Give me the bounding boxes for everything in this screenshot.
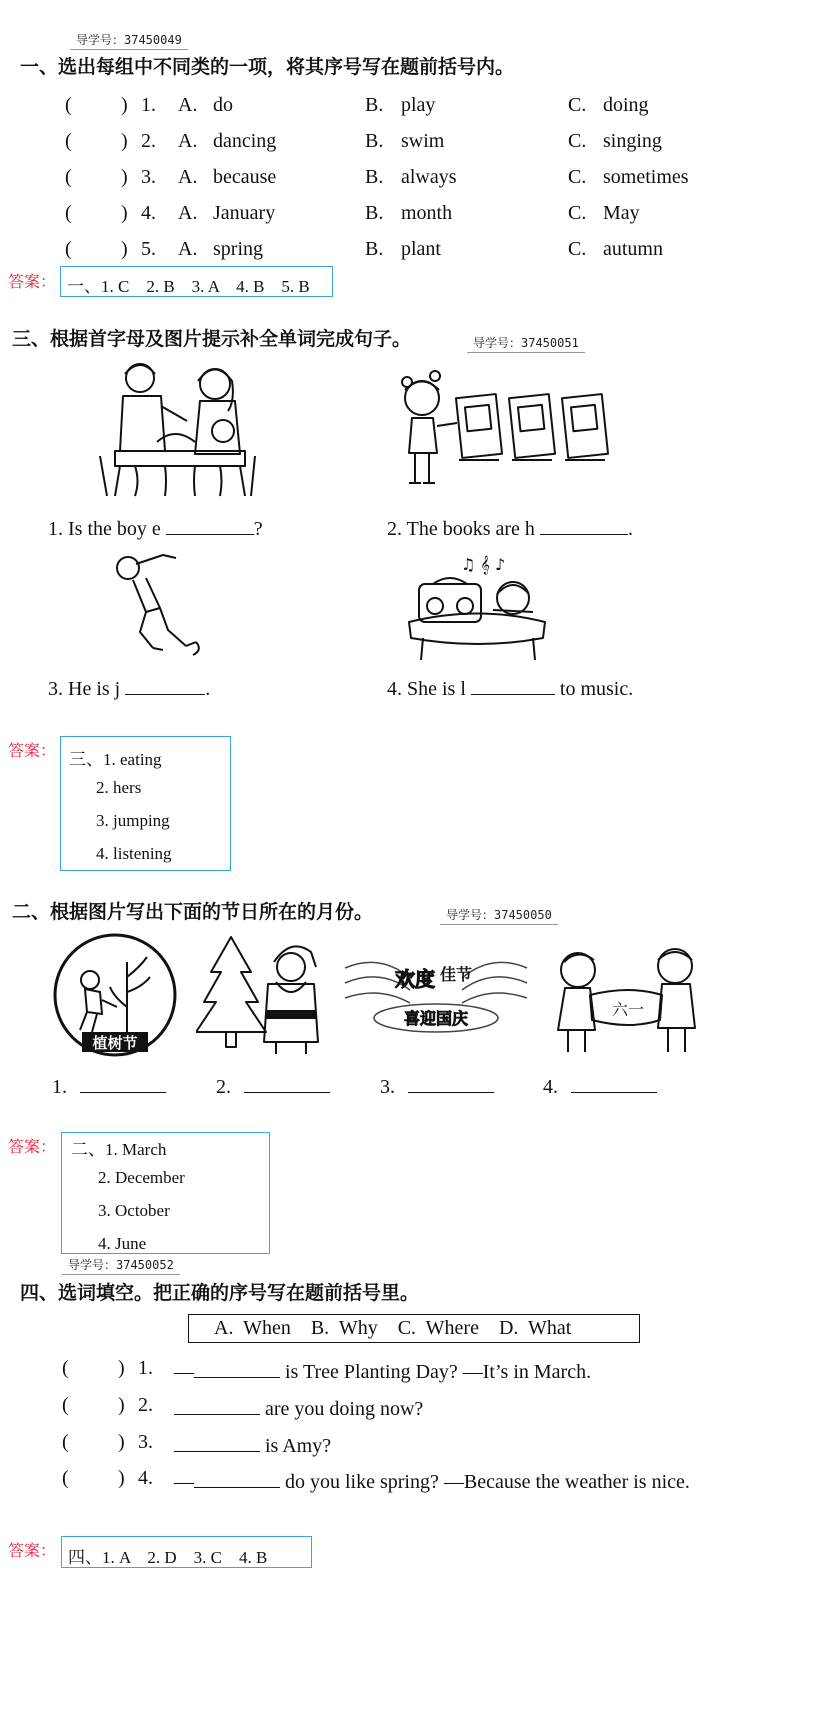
national-day-picture [340,948,532,1038]
answer-text: 3. October [98,1201,170,1220]
question-3-2: 2. The books are h . [387,514,633,541]
month-blank-2: 2. [216,1072,330,1099]
girl-listening-music-picture [403,550,553,662]
childrens-day-label: 六一 [612,1000,645,1019]
svg-text:♫ 𝄞 ♪: ♫ 𝄞 ♪ [461,555,506,574]
answer-blank[interactable] [166,514,254,535]
tree-planting-day-picture [52,932,178,1058]
answer-blank[interactable] [174,1431,260,1452]
answer-label: 答案： [8,1137,57,1156]
answer-blank[interactable] [194,1467,280,1488]
guide-number: 导学号：37450052 [62,1256,180,1275]
answer-blank[interactable] [408,1072,494,1093]
month-blank-1: 1. [52,1072,166,1099]
answer-text: 三、1. eating [69,750,162,769]
answer-box [61,1536,312,1568]
guide-number: 导学号：37450051 [467,334,585,353]
answer-box [61,1132,270,1254]
word-choices-box [188,1314,640,1343]
answer-blank[interactable] [194,1357,280,1378]
section-4-title: 四、选词填空。把正确的序号写在题前括号里。 [20,1282,420,1304]
answer-blank[interactable] [244,1072,330,1093]
answer-blank[interactable] [540,514,628,535]
month-blank-4: 4. [543,1072,657,1099]
answer-text: 二、1. March [71,1140,167,1159]
section-2-title: 二、根据图片写出下面的节日所在的月份。 [12,901,374,923]
answer-text: 4. June [98,1234,147,1253]
guide-number: 导学号：37450049 [70,31,188,50]
national-day-text: 喜迎国庆 [403,1009,469,1028]
month-blank-3: 3. [380,1072,494,1099]
childrens-day-picture [550,940,712,1056]
girl-with-books-picture [387,368,612,493]
guide-number: 导学号：37450050 [440,906,558,925]
section-1-title: 一、选出每组中不同类的一项，将其序号写在题前括号内。 [20,56,515,78]
answer-box [60,736,231,871]
answer-blank[interactable] [471,674,555,695]
question-3-1: 1. Is the boy e ? [48,514,263,541]
answer-label: 答案： [8,1541,57,1560]
answer-text: 四、1. A 2. D 3. C 4. B [68,1548,268,1567]
boy-jumping-picture [108,550,208,658]
answer-blank[interactable] [80,1072,166,1093]
national-day-text: 欢度 [395,967,435,991]
answer-label: 答案： [8,272,57,291]
tree-planting-label: 植树节 [92,1034,138,1052]
family-eating-picture [95,356,260,498]
answer-blank[interactable] [125,674,205,695]
question-3-3: 3. He is j . [48,674,210,701]
answer-box [60,266,333,297]
answer-blank[interactable] [571,1072,657,1093]
national-day-text: 佳节 [440,965,473,984]
word-choices: A. When B. Why C. Where D. What [214,1317,572,1339]
section-3-title: 三、根据首字母及图片提示补全单词完成句子。 [12,328,412,350]
christmas-picture [196,932,326,1058]
question-3-4: 4. She is l to music. [387,674,633,701]
answer-text: 2. December [98,1168,185,1187]
answer-text: 一、1. C 2. B 3. A 4. B 5. B [67,277,310,296]
answer-label: 答案： [8,741,57,760]
answer-text: 2. hers [96,778,142,797]
answer-text: 3. jumping [96,811,170,830]
answer-blank[interactable] [174,1394,260,1415]
answer-text: 4. listening [96,844,172,863]
